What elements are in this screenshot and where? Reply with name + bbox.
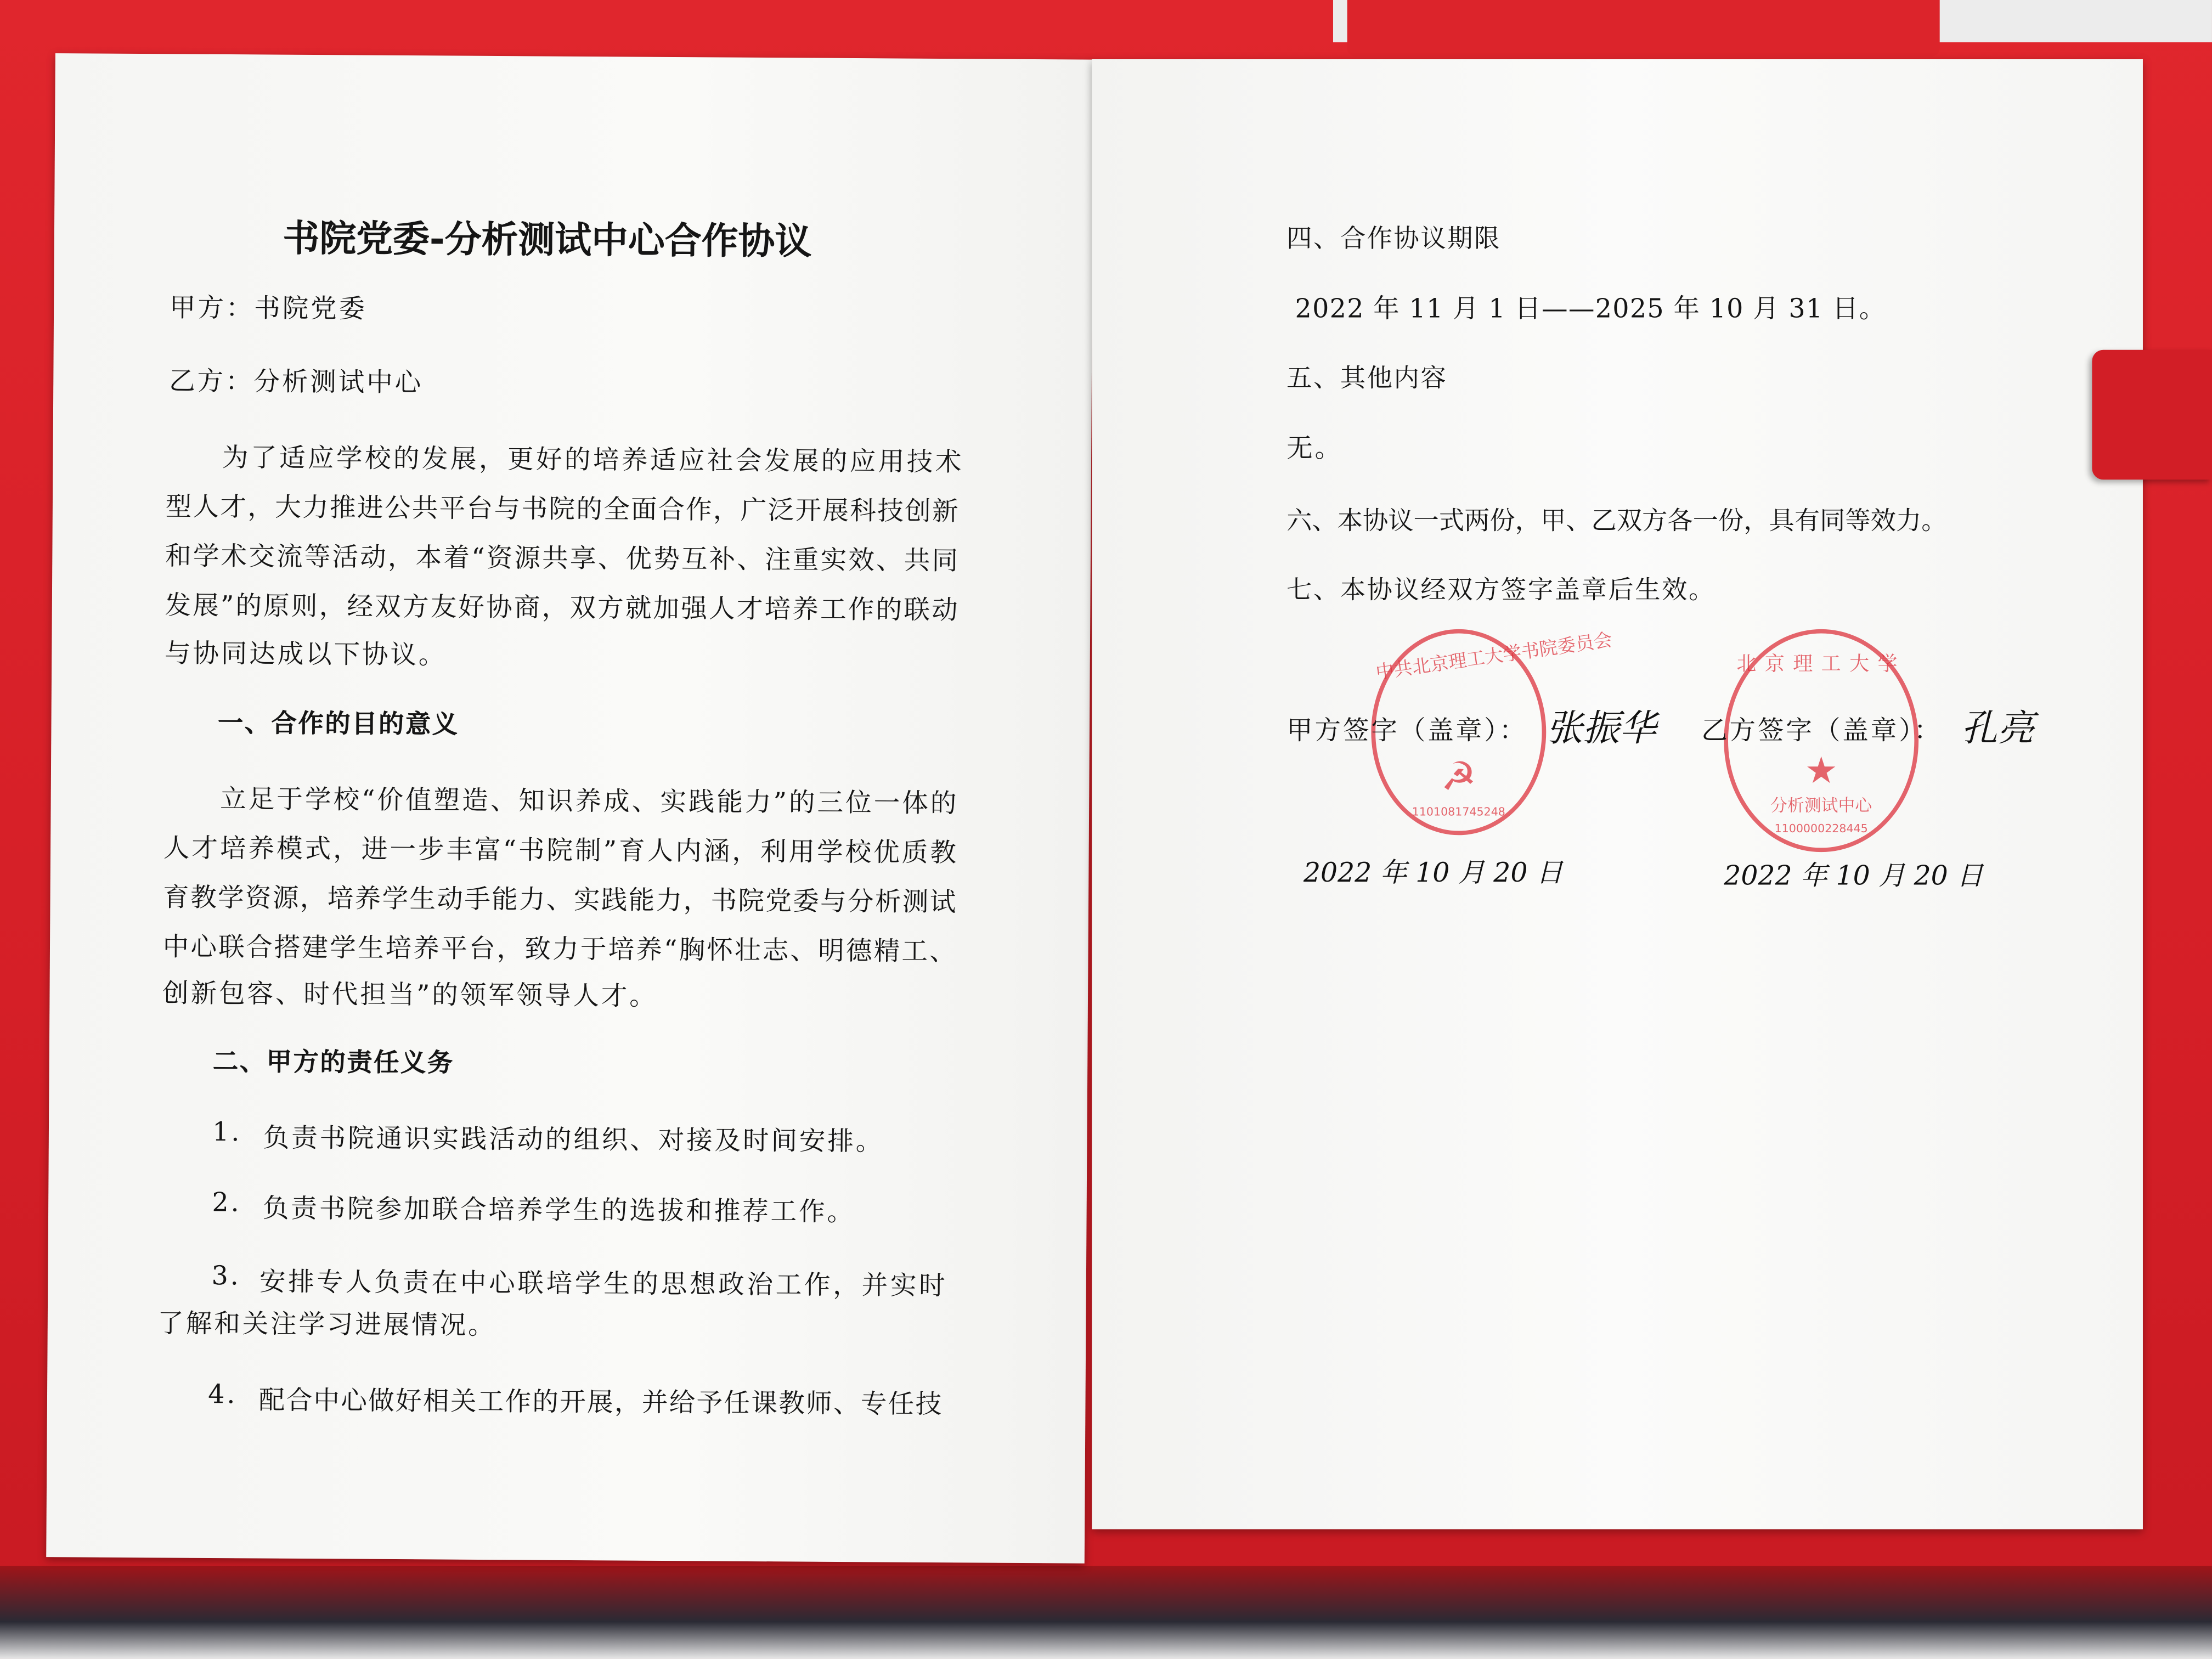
party-b-date: 2022 年 10 月 20 日 xyxy=(1724,860,1984,892)
agreement-term: 2022 年 11 月 1 日——2025 年 10 月 31 日。 xyxy=(1295,295,1886,325)
agreement-page-2 xyxy=(1092,59,2143,1529)
item-number: 4. xyxy=(207,1380,238,1410)
item-number: 1. xyxy=(212,1118,242,1148)
party-a-signature-label: 甲方签字（盖章）： xyxy=(1286,716,1528,747)
section-heading: 六、本协议一式两份，甲、乙双方各一份，具有同等效力。 xyxy=(1286,506,1947,537)
agreement-page-1 xyxy=(46,53,1093,1564)
section-heading: 五、其他内容 xyxy=(1286,364,1448,394)
seal-code: 1101081745248 xyxy=(1412,805,1505,819)
party-a-signature: 张振华 xyxy=(1546,708,1656,751)
section1-line: 中心联合搭建学生培养平台，致力于培养“胸怀壮志、明德精工、 xyxy=(162,933,956,968)
floor xyxy=(0,1566,2212,1659)
item-number: 3. xyxy=(211,1262,241,1292)
folder-clasp-tab xyxy=(2092,350,2212,480)
intro-line: 发展”的原则，经双方友好协商，双方就加强人才培养工作的联动 xyxy=(165,591,958,626)
item-number: 2. xyxy=(212,1188,241,1218)
party-b-signature: 孔亮 xyxy=(1961,708,2034,751)
seal-center-text: 分析测试中心 xyxy=(1770,795,1872,816)
section-heading: 二、甲方的责任义务 xyxy=(212,1047,454,1079)
intro-line: 和学术交流等活动，本着“资源共享、优势互补、注重实效、共同 xyxy=(165,542,958,577)
party-b: 乙方：分析测试中心 xyxy=(168,367,424,399)
section1-line: 育教学资源，培养学生动手能力、实践能力，书院党委与分析测试 xyxy=(163,883,956,918)
item-text: 了解和关注学习进展情况。 xyxy=(157,1309,496,1341)
seal-ring-text: 中共北京理工大学书院委员会 xyxy=(1374,630,1614,685)
section-heading: 七、本协议经双方签字盖章后生效。 xyxy=(1286,575,1716,606)
document-title: 书院党委-分析测试中心合作协议 xyxy=(283,218,812,264)
party-a-date: 2022 年 10 月 20 日 xyxy=(1303,857,1563,889)
intro-line: 为了适应学校的发展，更好的培养适应社会发展的应用技术 xyxy=(222,443,962,478)
item-text: 配合中心做好相关工作的开展，并给予任课教师、专任技 xyxy=(258,1386,942,1420)
section1-line: 立足于学校“价值塑造、知识养成、实践能力”的三位一体的 xyxy=(220,785,957,820)
item-text: 负责书院通识实践活动的组织、对接及时间安排。 xyxy=(263,1124,884,1158)
other-content: 无。 xyxy=(1286,434,1344,464)
folder-strap xyxy=(1347,0,1940,57)
section1-line: 人才培养模式，进一步丰富“书院制”育人内涵，利用学校优质教 xyxy=(163,834,957,869)
section-heading: 四、合作协议期限 xyxy=(1286,224,1501,254)
section-heading: 一、合作的目的意义 xyxy=(217,709,459,740)
seal-code: 1100000228445 xyxy=(1774,822,1868,836)
party-b-signature-label: 乙方签字（盖章）： xyxy=(1701,716,1943,747)
party-a: 甲方：书院党委 xyxy=(169,294,368,325)
item-text: 安排专人负责在中心联培学生的思想政治工作，并实时 xyxy=(259,1267,945,1302)
item-text: 负责书院参加联合培养学生的选拔和推荐工作。 xyxy=(262,1194,856,1228)
hammer-sickle-icon: ☭ xyxy=(1441,753,1477,800)
section1-line: 创新包容、时代担当”的领军领导人才。 xyxy=(162,979,658,1012)
intro-line: 与协同达成以下协议。 xyxy=(164,639,447,671)
star-icon: ★ xyxy=(1804,750,1838,793)
seal-ring-text: 北京理工大学 xyxy=(1736,653,1906,676)
intro-line: 型人才，大力推进公共平台与书院的全面合作，广泛开展科技创新 xyxy=(165,493,958,527)
